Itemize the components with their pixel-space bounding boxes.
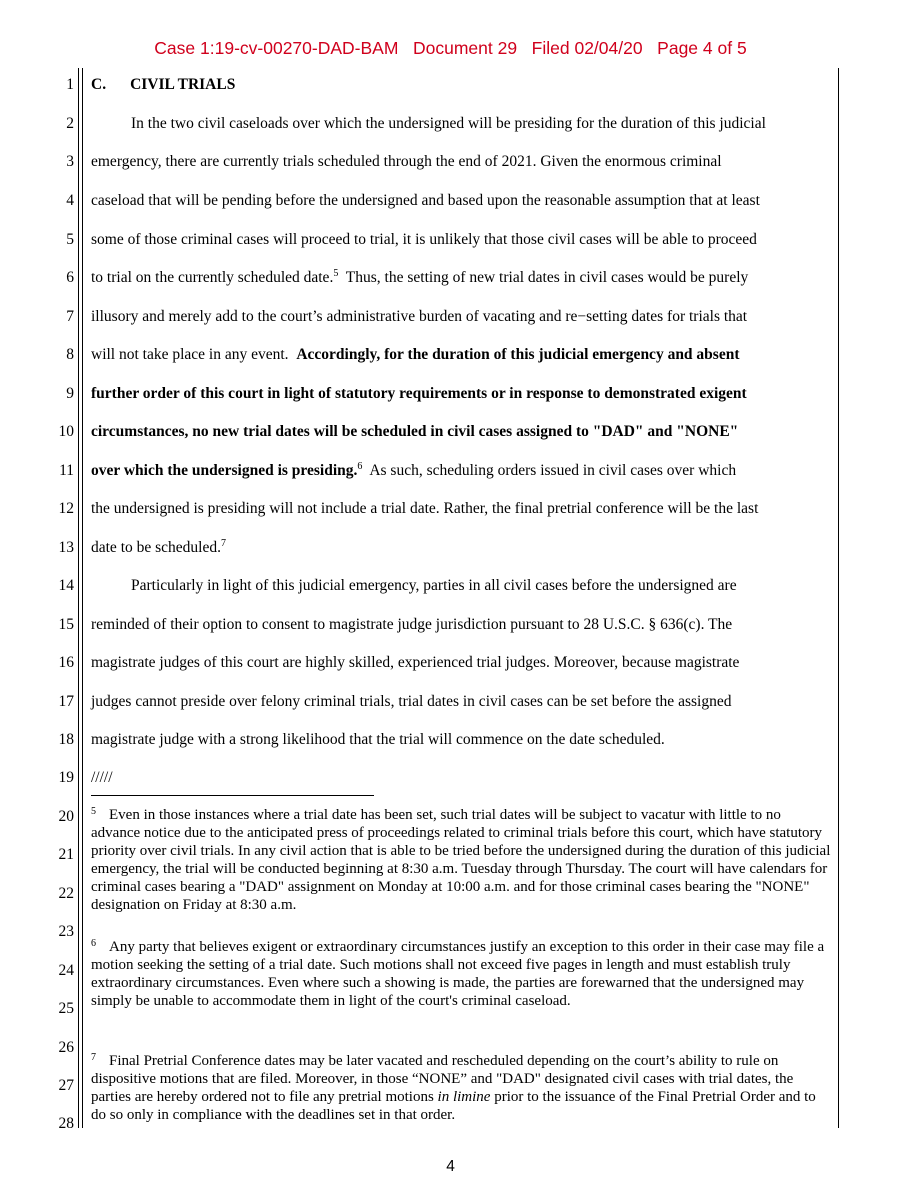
footnote-mark: 5 — [91, 806, 96, 817]
line-number: 8 — [66, 346, 74, 363]
footnote-ref-5[interactable]: 5 — [333, 268, 339, 279]
body-line: illusory and merely add to the court’s administrative burden of vacating and re−setting dates for trials that — [91, 308, 748, 325]
body-line: caseload that will be pending before the undersigned and based upon the reasonable assumption that at least — [91, 192, 760, 209]
line-number: 20 — [58, 808, 74, 825]
bold-order-text: Accordingly, for the duration of this judicial emergency and absent — [296, 346, 740, 363]
line-number: 21 — [58, 846, 74, 863]
line-number: 10 — [58, 423, 74, 440]
body-text: date to be scheduled. — [91, 539, 221, 556]
section-separator: ///// — [91, 769, 113, 786]
line-number: 25 — [58, 1000, 74, 1017]
body-line — [91, 538, 831, 558]
footnote-6 — [91, 938, 831, 1010]
line-number: 7 — [66, 308, 74, 325]
line-number: 27 — [58, 1077, 74, 1094]
line-number: 19 — [58, 769, 74, 786]
line-number: 6 — [66, 269, 74, 286]
footnote-text: Final Pretrial Conference dates may be later vacated and rescheduled depending on the court’s ability to rule on dispositive motions that are filed. Moreover, in those “NONE” and "DAD" designated civil cases with trial dates, the parties are hereby ordered not to file any pretrial motions — [91, 1053, 794, 1105]
footnote-5 — [91, 806, 831, 914]
footnote-mark: 6 — [91, 938, 96, 949]
line-number: 26 — [58, 1039, 74, 1056]
bold-order-line: further order of this court in light of statutory requirements or in response to demonstrated exigent — [91, 385, 747, 402]
body-line: judges cannot preside over felony criminal trials, trial dates in civil cases can be set before the assigned — [91, 693, 732, 710]
footnote-mark: 7 — [91, 1052, 96, 1063]
left-margin-rule-inner — [82, 68, 83, 1128]
line-number: 23 — [58, 923, 74, 940]
case-header: Case 1:19-cv-00270-DAD-BAM Document 29 Filed 02/04/20 Page 4 of 5 — [154, 38, 747, 58]
line-number: 15 — [58, 616, 74, 633]
footnote-text: prior to the issuance of the Final Pretrial Order and to do so only in compliance with the deadlines set in that order. — [91, 1089, 816, 1123]
footnote-7 — [91, 1052, 831, 1124]
line-number: 9 — [66, 385, 74, 402]
line-number: 5 — [66, 231, 74, 248]
footnote-ref-7[interactable]: 7 — [220, 538, 226, 549]
line-number: 13 — [58, 539, 74, 556]
body-text: Thus, the setting of new trial dates in civil cases would be purely — [338, 269, 749, 286]
body-line: magistrate judges of this court are highly skilled, experienced trial judges. Moreover, because magistrate — [91, 654, 740, 671]
bold-order-text: over which the undersigned is presiding. — [91, 462, 358, 479]
line-number: 28 — [58, 1115, 74, 1132]
footnote-text: Any party that believes exigent or extraordinary circumstances justify an exception to this order in their case may file a motion seeking the setting of a trial date. Such motions shall not exceed five pages in length and must establish truly extraordinary circumstances. Even where such a showing is made, the parties are forewarned that the undersigned may simply be unable to accommodate them in light of the court's criminal caseload. — [91, 939, 825, 1009]
left-margin-rule-outer — [78, 68, 79, 1128]
line-number: 22 — [58, 885, 74, 902]
line-number: 18 — [58, 731, 74, 748]
body-line: Particularly in light of this judicial emergency, parties in all civil cases before the undersigned are — [131, 577, 737, 594]
section-heading — [91, 75, 831, 95]
footnote-divider — [91, 795, 374, 796]
right-margin-rule — [838, 68, 839, 1128]
line-number: 17 — [58, 693, 74, 710]
body-line: reminded of their option to consent to magistrate judge jurisdiction pursuant to 28 U.S.C. § 636(c). The — [91, 616, 733, 633]
line-number: 2 — [66, 115, 74, 132]
footnote-text: Even in those instances where a trial date has been set, such trial dates will be subject to vacatur with little to no advance notice due to the anticipated press of proceedings related to criminal trials before this court, which have statutory priority over civil trials. In any civil action that is able to be tried before the undersigned during the duration of this judicial emergency, the trial will be conducted beginning at 8:30 a.m. Tuesday through Thursday. The court will have calendars for criminal cases bearing a "DAD" assignment on Monday at 10:00 a.m. and for those criminal cases bearing the "NONE" designation on Friday at 8:30 a.m. — [91, 807, 831, 913]
body-line: emergency, there are currently trials scheduled through the end of 2021. Given the enormous criminal — [91, 153, 722, 170]
bold-order-line: circumstances, no new trial dates will be scheduled in civil cases assigned to "DAD" and "NONE" — [91, 423, 739, 440]
footnote-ref-6[interactable]: 6 — [357, 461, 363, 472]
line-number: 16 — [58, 654, 74, 671]
body-text: will not take place in any event. — [91, 346, 297, 363]
body-line: the undersigned is presiding will not include a trial date. Rather, the final pretrial conference will be the last — [91, 500, 759, 517]
body-line — [91, 268, 831, 288]
line-number: 14 — [58, 577, 74, 594]
line-number: 3 — [66, 153, 74, 170]
line-number: 12 — [58, 500, 74, 517]
body-line: In the two civil caseloads over which the undersigned will be presiding for the duration of this judicial — [131, 115, 766, 132]
body-line — [91, 461, 831, 481]
body-line — [91, 345, 831, 365]
line-number: 1 — [66, 76, 74, 93]
body-text: to trial on the currently scheduled date. — [91, 269, 334, 286]
body-line: some of those criminal cases will proceed to trial, it is unlikely that those civil cases will be able to proceed — [91, 231, 757, 248]
page-number: 4 — [446, 1158, 455, 1175]
body-line: magistrate judge with a strong likelihood that the trial will commence on the date scheduled. — [91, 731, 665, 748]
footnote-italic-text: in limine — [437, 1089, 491, 1105]
line-number: 24 — [58, 962, 74, 979]
line-number: 11 — [59, 462, 74, 479]
body-text: As such, scheduling orders issued in civil cases over which — [362, 462, 737, 479]
section-title: CIVIL TRIALS — [130, 76, 236, 93]
section-letter: C. — [91, 76, 107, 93]
line-number: 4 — [66, 192, 74, 209]
